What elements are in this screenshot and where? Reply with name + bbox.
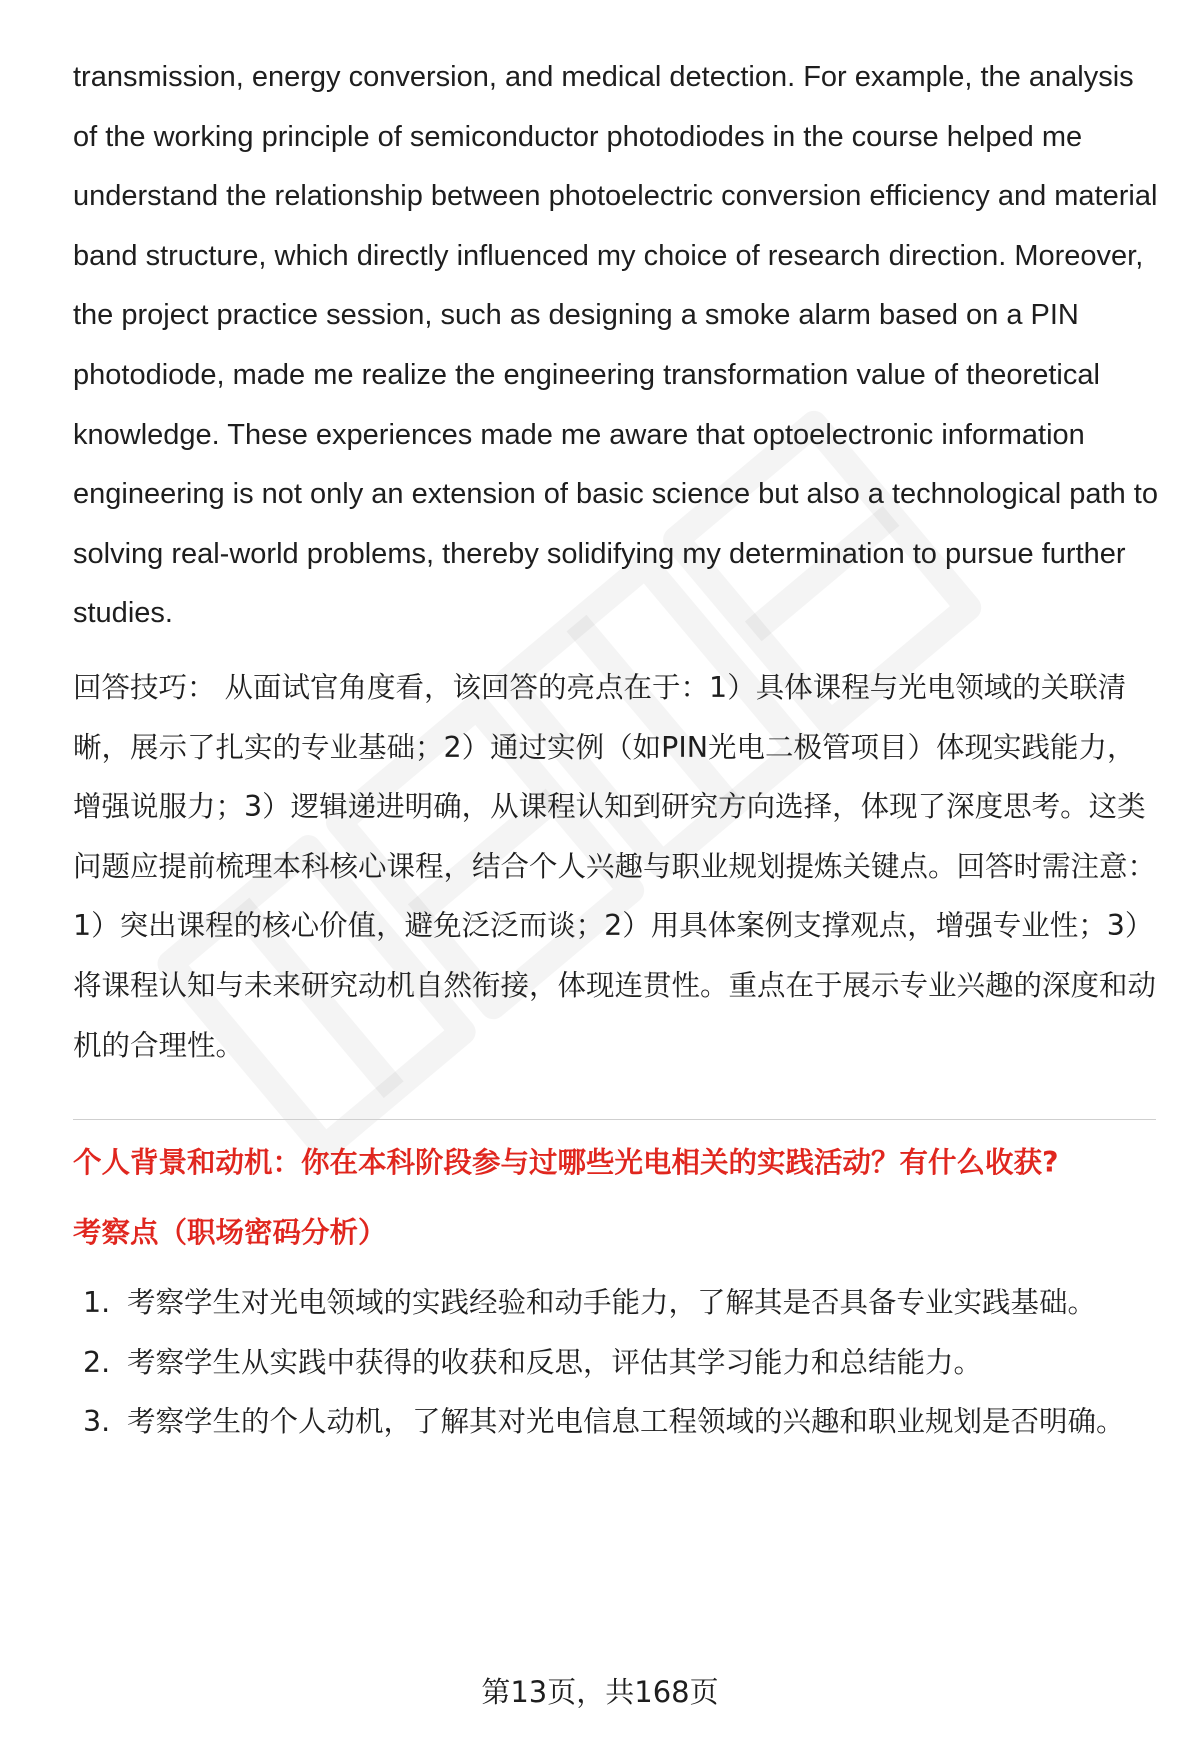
answer-tips-paragraph: 回答技巧： 从面试官角度看，该回答的亮点在于：1）具体课程与光电领域的关联清晰，展示了扎实的专业基础；2）通过实例（如PIN光电二极管项目）体现实践能力，增强说服力；3）逻辑递进明确，从课程认知到研究方向选择，体现了深度思考。这类问题应提前梳理本科核心课程，结合个人兴趣与职业规划提炼关键点。回答时需注意：1）突出课程的核心价值，避免泛泛而谈；2）用具体案例支撑观点，增强专业性；3）将课程认知与未来研究动机自然衔接，体现连贯性。重点在于展示专业兴趣的深度和动机的合理性。	[73, 670, 1157, 1062]
page-number-footer: 第13页，共168页	[481, 1675, 719, 1709]
examination-points-list	[73, 1273, 1163, 1452]
examination-points-heading: 考察点（职场密码分析）	[73, 1216, 387, 1250]
list-item	[73, 1333, 1163, 1393]
list-item-number: 3.	[83, 1405, 111, 1439]
list-item	[73, 1273, 1163, 1333]
list-item-text: 考察学生的个人动机，了解其对光电信息工程领域的兴趣和职业规划是否明确。	[127, 1405, 1125, 1439]
question-heading: 个人背景和动机：你在本科阶段参与过哪些光电相关的实践活动？有什么收获?	[73, 1146, 1059, 1180]
section-divider	[73, 1119, 1156, 1120]
list-item-number: 2.	[83, 1345, 111, 1379]
main-content	[73, 48, 1163, 1452]
list-item	[73, 1392, 1163, 1452]
list-item-text: 考察学生从实践中获得的收获和反思，评估其学习能力和总结能力。	[127, 1345, 983, 1379]
list-item-number: 1.	[83, 1286, 111, 1320]
list-item-text: 考察学生对光电领域的实践经验和动手能力，了解其是否具备专业实践基础。	[127, 1286, 1097, 1320]
body-paragraph: transmission, energy conversion, and medical detection. For example, the analysis of the working principle of semiconductor photodiodes in the course helped me understand the relationship between photoelectric conversion efficiency and material band structure, which directly influenced my choice of research direction. Moreover, the project practice session, such as designing a smoke alarm based on a PIN photodiode, made me realize the engineering transformation value of theoretical knowledge. These experiences made me aware that optoelectronic information engineering is not only an extension of basic science but also a technological path to solving real-world problems, thereby solidifying my determination to pursue further studies.	[73, 61, 1158, 630]
